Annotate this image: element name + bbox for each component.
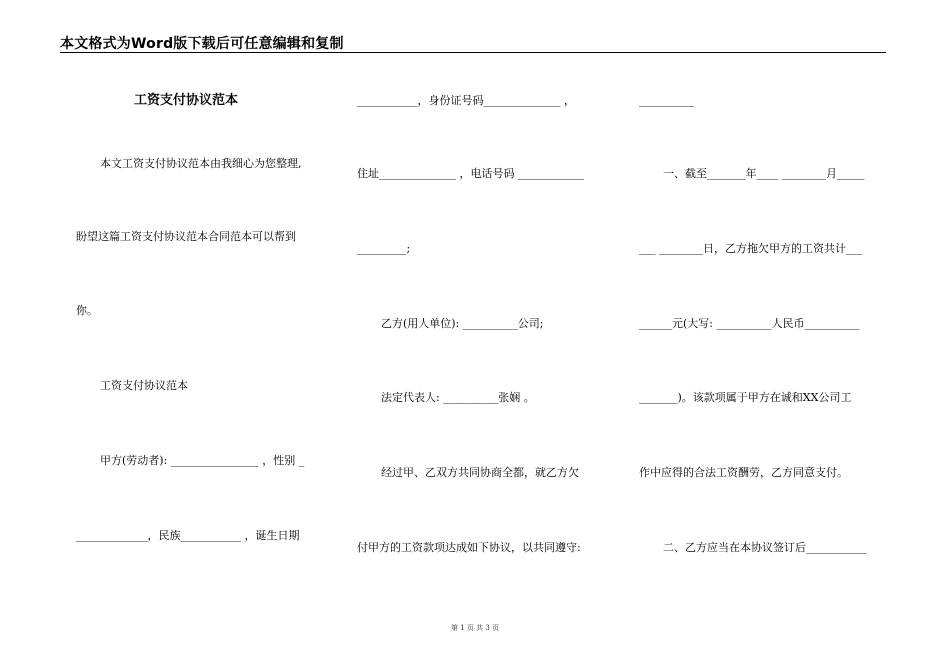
party-b-line: 乙方(用人单位): __________公司; <box>381 317 544 330</box>
column-3 <box>639 60 889 640</box>
clause-1-line-1: 一、截至_______年____ ________月_____ <box>663 167 865 180</box>
intro-line-3: 你。 <box>76 304 98 317</box>
page-number: 第 1 页 共 3 页 <box>450 624 500 632</box>
phone-line-end: _________; <box>357 242 411 255</box>
column-1 <box>76 60 326 640</box>
document-title: 工资支付协议范本 <box>134 93 239 108</box>
document-header: 本文格式为Word版下载后可任意编辑和复制 <box>60 36 344 52</box>
id-number-line: ___________，身份证号码______________ ， <box>357 94 575 107</box>
legal-rep-line: 法定代表人: __________张娴 。 <box>381 391 535 404</box>
agreement-intro-1: 经过甲、乙双方共同协商全都，就乙方欠 <box>381 466 579 479</box>
intro-line-1: 本文工资支付协议范本由我细心为您整理, <box>100 157 302 170</box>
column-2 <box>357 60 607 640</box>
clause-1-line-3: ______元(大写: __________人民币__________ <box>639 317 860 330</box>
address-line: 住址______________ ，电话号码 ____________ <box>357 167 584 180</box>
agreement-intro-2: 付甲方的工资款项达成如下协议，以共同遵守: <box>357 541 581 554</box>
blank-line: __________ <box>639 94 694 107</box>
clause-2-line-1: 二、乙方应当在本协议签订后___________ <box>663 541 867 554</box>
intro-line-2: 盼望这篇工资支付协议范本合同范本可以帮到 <box>76 230 296 243</box>
party-a-line-2: _____________，民族___________ ，诞生日期 <box>76 529 300 542</box>
party-a-line: 甲方(劳动者): ________________ ，性别 _ <box>100 454 305 467</box>
header-divider <box>60 52 886 53</box>
section-heading: 工资支付协议范本 <box>100 379 188 392</box>
clause-1-line-2: ___ ________日，乙方拖欠甲方的工资共计___ <box>639 242 863 255</box>
clause-1-line-4: _______)。该款项属于甲方在诚和XX公司工 <box>639 391 852 404</box>
clause-1-line-5: 作中应得的合法工资酬劳，乙方同意支付。 <box>639 466 848 479</box>
